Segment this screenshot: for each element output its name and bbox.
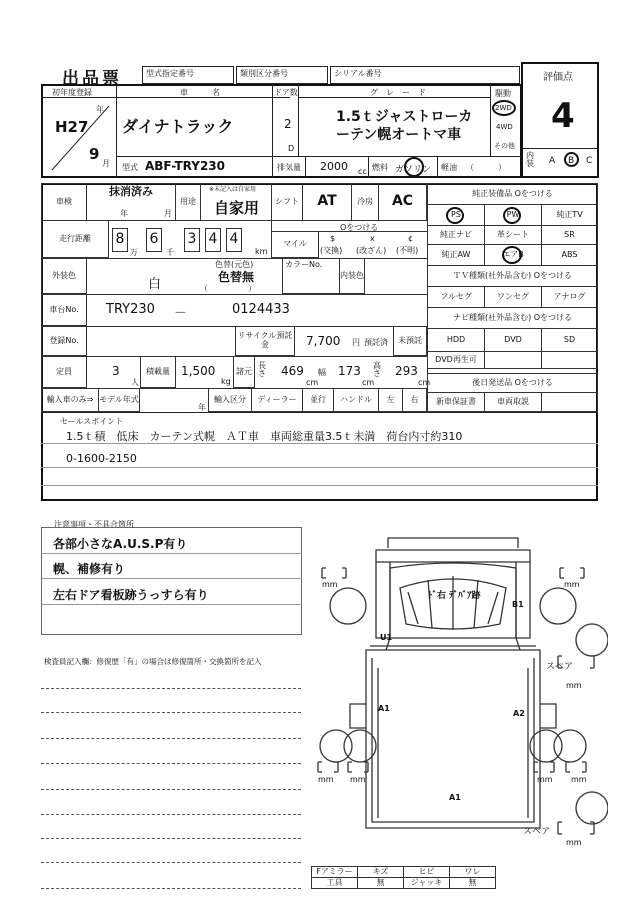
mileage-digit-2: 6	[146, 228, 162, 252]
car-name: ダイナトラック	[122, 117, 234, 136]
sales-line2: 0-1600-2150	[66, 452, 137, 465]
color-change: 色替無	[218, 270, 255, 284]
fuel-circle	[404, 157, 424, 177]
first-reg-year: H27	[55, 118, 89, 136]
inspector-label: 検査員記入欄：修復歴「有」の場合は修復箇所・交換箇所を記入	[44, 657, 262, 666]
inspection-status: 抹消済み	[109, 185, 153, 198]
note-1: 各部小さなA.U.S.P有り	[53, 537, 188, 551]
length: 469	[281, 364, 304, 378]
displacement: 2000	[320, 160, 348, 173]
shift-value: AT	[302, 183, 352, 221]
page-title: 出品票	[62, 69, 122, 89]
score-value: 4	[551, 96, 575, 136]
katashiki-box: 型式指定番号	[142, 66, 234, 84]
chassis-model: TRY230	[106, 302, 155, 317]
car-diagram	[308, 528, 608, 858]
width: 173	[338, 364, 361, 378]
score-label: 評価点	[543, 72, 573, 83]
model-code: ABF-TRY230	[145, 159, 225, 173]
capacity: 3	[112, 364, 120, 378]
fuel-value: ガソリン	[395, 165, 432, 175]
first-reg-month: 9	[89, 145, 100, 163]
serial-box: シリアル番号	[330, 66, 520, 84]
ruibetsu-box: 類別区分番号	[236, 66, 328, 84]
score-box: 評価点 4 内装 A B C	[521, 62, 599, 178]
exterior-color: 白	[148, 277, 162, 292]
usage-value: 自家用	[214, 199, 260, 217]
mileage-digit-3: 3	[184, 228, 200, 252]
door-count: 2	[284, 117, 292, 131]
sales-line1: 1.5ｔ積 低床 カーテン式幌 ＡＴ車 車両総重量3.5ｔ未満 荷台内寸約310	[66, 430, 463, 443]
load-capacity: 1,500	[181, 364, 216, 378]
grade-line2: ーテン幌オートマ車	[336, 127, 462, 143]
mileage-digit-1: 8	[112, 228, 128, 252]
recycle-fee: 7,700	[306, 334, 341, 348]
chassis-number: 0124433	[232, 302, 290, 317]
height: 293	[395, 364, 418, 378]
grade-line1: 1.5ｔジャストローカ	[336, 109, 473, 125]
note-2: 幌、補修有り	[53, 562, 126, 576]
mileage-digit-5: 4	[226, 228, 242, 252]
mileage-digit-4: 4	[205, 228, 221, 252]
ac-value: AC	[378, 183, 427, 221]
damage-mark-top: ﾄﾞ右 ﾃﾞﾊﾞｱ跡	[428, 591, 481, 601]
note-3: 左右ドア看板跡うっすら有り	[53, 588, 209, 602]
